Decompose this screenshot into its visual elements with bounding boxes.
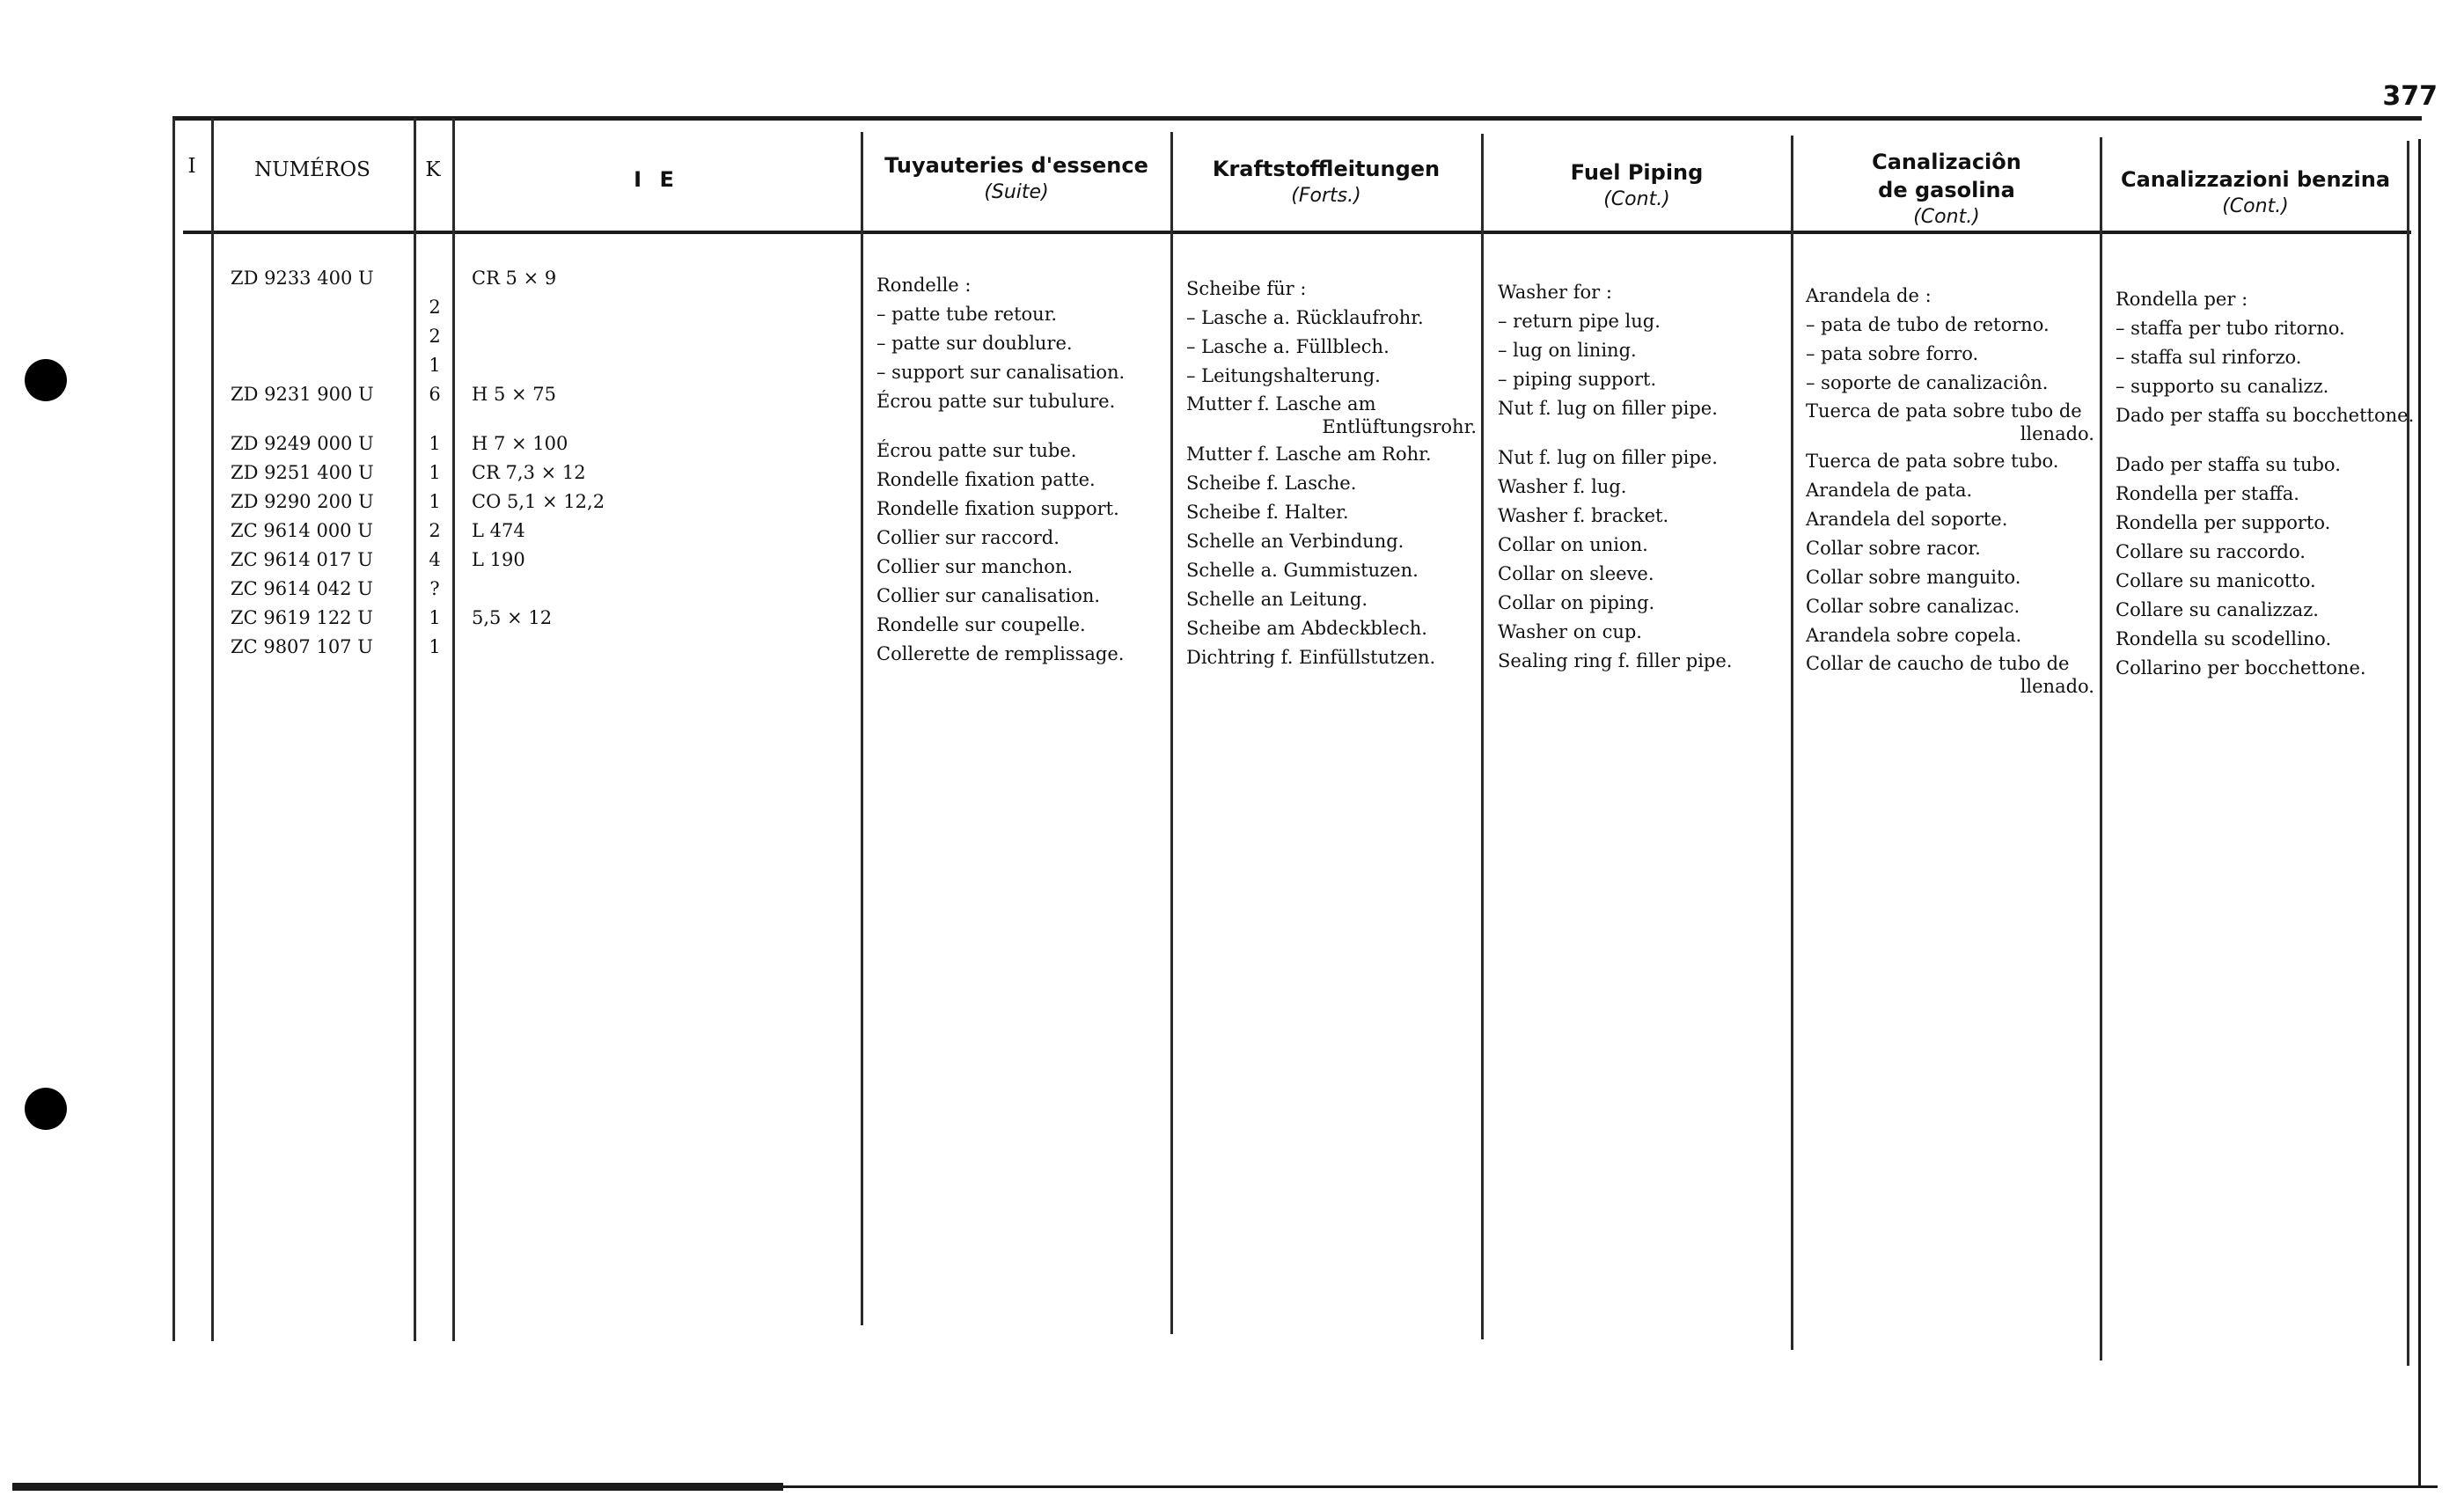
k_values-entry — [422, 634, 447, 659]
column-separator — [211, 118, 214, 1341]
k_values-entry — [422, 353, 447, 378]
en-entry — [1498, 649, 1786, 673]
header-french — [864, 151, 1169, 206]
k_values-entry — [422, 547, 447, 572]
column-separator — [861, 132, 863, 1325]
fr-entry — [876, 331, 1167, 356]
numeros-entry-text: ZC 9614 000 U — [231, 520, 373, 542]
es-entry-text: Collar sobre canalizac. — [1806, 596, 2020, 618]
ie_values-entry-text: 5,5 × 12 — [472, 607, 553, 629]
header-divider-rule — [183, 231, 2411, 234]
numeros-entry — [231, 605, 415, 630]
header-index: I — [187, 155, 196, 178]
header-english-subtitle: (Cont.) — [1603, 188, 1670, 210]
column-separator — [172, 118, 175, 1341]
es-entry-text: Tuerca de pata sobre tubo. — [1806, 451, 2059, 473]
it-entry — [2116, 598, 2406, 622]
es-entry — [1806, 449, 2094, 473]
k_values-entry-text: 1 — [429, 607, 441, 629]
en-entry — [1498, 309, 1786, 334]
fr-entry-text: – support sur canalisation. — [876, 362, 1126, 383]
en-entry — [1498, 561, 1786, 586]
page-number: 377 — [2382, 81, 2438, 112]
numeros-entry — [231, 547, 415, 572]
en-entry-text: Washer for : — [1498, 282, 1612, 303]
en-entry — [1498, 445, 1786, 470]
en-entry-text: – return pipe lug. — [1498, 311, 1661, 332]
it-entry — [2116, 539, 2406, 564]
de-entry-text: – Lasche a. Füllblech. — [1186, 336, 1390, 357]
de-entry — [1186, 558, 1477, 583]
fr-entry-text: Collier sur canalisation. — [876, 585, 1101, 607]
en-entry-text: – lug on lining. — [1498, 340, 1637, 361]
numeros-entry-text: ZD 9251 400 U — [231, 462, 374, 484]
en-entry-text: Washer on cup. — [1498, 621, 1642, 643]
es-entry — [1806, 341, 2094, 366]
it-entry-text: – staffa per tubo ritorno. — [2116, 318, 2345, 339]
it-entry-text: Rondella per : — [2116, 289, 2248, 310]
en-entry — [1498, 503, 1786, 528]
en-entry-text: Sealing ring f. filler pipe. — [1498, 650, 1733, 672]
ie_values-entry — [472, 266, 850, 290]
k_values-entry-text: 1 — [429, 636, 441, 658]
it-entry-text: Rondella su scodellino. — [2116, 628, 2332, 650]
numeros-entry-text: ZC 9619 122 U — [231, 607, 373, 629]
es-entry-text: Arandela de pata. — [1806, 480, 1973, 502]
k_values-entry — [422, 518, 447, 543]
it-entry — [2116, 568, 2406, 593]
fr-entry-text: Collerette de remplissage. — [876, 643, 1125, 665]
numeros-entry — [231, 382, 415, 407]
fr-entry — [876, 360, 1167, 385]
es-entry-continuation: llenado. — [2020, 676, 2094, 698]
fr-entry-text: Rondelle : — [876, 275, 972, 296]
k_values-entry — [422, 431, 447, 456]
fr-entry-text: Rondelle fixation patte. — [876, 469, 1096, 491]
fr-entry — [876, 389, 1167, 414]
header-quantity: K — [425, 158, 441, 181]
es-entry — [1806, 565, 2094, 590]
es-entry — [1806, 623, 2094, 648]
de-entry-text: Schelle a. Gummistuzen. — [1186, 560, 1419, 582]
it-entry-text: Dado per staffa su bocchettone. — [2116, 405, 2415, 426]
ie_values-entry — [472, 460, 850, 485]
numeros-entry-text: ZD 9290 200 U — [231, 491, 374, 513]
fr-entry-text: – patte sur doublure. — [876, 333, 1073, 354]
header-spanish-subtitle: (Cont.) — [1913, 206, 1980, 228]
header-italian — [2103, 165, 2408, 220]
de-entry — [1186, 334, 1477, 359]
numeros-entry-text: ZC 9807 107 U — [231, 636, 373, 658]
k_values-entry — [422, 605, 447, 630]
en-entry — [1498, 590, 1786, 615]
es-entry — [1806, 283, 2094, 308]
header-spanish — [1794, 148, 2099, 231]
es-entry-text: Collar sobre manguito. — [1806, 567, 2021, 589]
k_values-entry-text: 1 — [429, 491, 441, 513]
fr-entry — [876, 642, 1167, 666]
fr-entry — [876, 525, 1167, 550]
es-entry-text: Arandela sobre copela. — [1806, 625, 2022, 647]
column-separator — [2407, 141, 2409, 1366]
header-french-title: Tuyauteries d'essence — [884, 153, 1148, 178]
de-entry-text: Scheibe f. Halter. — [1186, 502, 1349, 524]
it-entry-text: Rondella per supporto. — [2116, 512, 2331, 534]
bottom-rule-thin — [783, 1485, 2438, 1488]
numeros-entry — [231, 266, 415, 290]
fr-entry-text: Écrou patte sur tube. — [876, 440, 1077, 462]
numeros-entry-text: ZD 9231 900 U — [231, 384, 374, 405]
ie_values-entry — [472, 518, 850, 543]
numeros-entry — [231, 460, 415, 485]
it-entry — [2116, 510, 2406, 535]
fr-entry-text: Collier sur manchon. — [876, 556, 1074, 578]
es-entry-text: – soporte de canalizaciôn. — [1806, 372, 2049, 393]
en-entry — [1498, 532, 1786, 557]
k_values-entry-text: 1 — [429, 462, 441, 484]
ie_values-entry-text: CR 7,3 × 12 — [472, 462, 586, 484]
it-entry — [2116, 656, 2406, 680]
table-top-rule — [172, 116, 2422, 121]
numeros-entry — [231, 489, 415, 514]
it-entry — [2116, 287, 2406, 312]
ie_values-entry-text: L 190 — [472, 549, 525, 571]
de-entry — [1186, 363, 1477, 388]
ie_values-entry-text: H 5 × 75 — [472, 384, 557, 405]
ie_values-entry — [472, 489, 850, 514]
it-entry — [2116, 627, 2406, 651]
en-entry-text: Collar on union. — [1498, 534, 1648, 556]
de-entry-text: Scheibe f. Lasche. — [1186, 473, 1357, 495]
de-entry-text: – Lasche a. Rücklaufrohr. — [1186, 307, 1424, 328]
it-entry-text: – staffa sul rinforzo. — [2116, 347, 2302, 368]
fr-entry-text: Rondelle sur coupelle. — [876, 614, 1086, 636]
column-separator — [2100, 137, 2102, 1360]
k_values-entry-text: 4 — [429, 549, 441, 571]
es-entry-text: Collar de caucho de tubo de — [1806, 653, 2070, 675]
k_values-entry — [422, 295, 447, 319]
k_values-entry — [422, 382, 447, 407]
it-entry — [2116, 481, 2406, 506]
es-entry-text: – pata de tubo de retorno. — [1806, 314, 2050, 335]
it-entry — [2116, 316, 2406, 341]
binder-hole-top — [25, 359, 67, 401]
en-entry-text: Collar on sleeve. — [1498, 563, 1654, 585]
fr-entry-text: Collier sur raccord. — [876, 527, 1060, 549]
numeros-entry-text: ZC 9614 017 U — [231, 549, 373, 571]
ie_values-entry — [472, 431, 850, 456]
fr-entry — [876, 612, 1167, 637]
en-entry-text: Nut f. lug on filler pipe. — [1498, 447, 1718, 469]
en-entry — [1498, 280, 1786, 304]
de-entry — [1186, 529, 1477, 554]
de-entry-text: Schelle an Leitung. — [1186, 589, 1368, 611]
it-entry-text: Collarino per bocchettone. — [2116, 657, 2366, 679]
de-entry-text: Mutter f. Lasche am — [1186, 393, 1376, 414]
k_values-entry-text: 2 — [429, 326, 441, 347]
en-entry — [1498, 474, 1786, 499]
fr-entry — [876, 467, 1167, 492]
header-german-title: Kraftstoffleitungen — [1212, 157, 1441, 181]
de-entry-continuation: Entlüftungsrohr. — [1322, 416, 1477, 437]
de-entry — [1186, 500, 1477, 524]
de-entry — [1186, 616, 1477, 641]
de-entry-text: Scheibe für : — [1186, 278, 1307, 299]
ie_values-entry-text: H 7 × 100 — [472, 433, 568, 455]
header-german — [1174, 155, 1478, 209]
de-entry — [1186, 276, 1477, 301]
es-entry-text: Arandela de : — [1806, 285, 1932, 306]
fr-entry — [876, 302, 1167, 326]
it-entry-text: Collare su raccordo. — [2116, 541, 2306, 563]
fr-entry — [876, 438, 1167, 463]
bottom-rule-thick — [12, 1483, 783, 1491]
fr-entry — [876, 273, 1167, 297]
en-entry-text: – piping support. — [1498, 369, 1657, 390]
en-entry — [1498, 338, 1786, 363]
k_values-entry-text: 1 — [429, 433, 441, 455]
en-entry — [1498, 396, 1786, 421]
header-italian-subtitle: (Cont.) — [2222, 195, 2289, 217]
en-entry — [1498, 620, 1786, 644]
fr-entry — [876, 496, 1167, 521]
de-entry — [1186, 392, 1477, 438]
header-german-subtitle: (Forts.) — [1291, 185, 1361, 207]
numeros-entry-text: ZD 9233 400 U — [231, 268, 374, 289]
fr-entry-text: Rondelle fixation support. — [876, 498, 1119, 520]
es-entry — [1806, 507, 2094, 532]
es-entry — [1806, 652, 2094, 698]
es-entry — [1806, 312, 2094, 337]
de-entry-text: Scheibe am Abdeckblech. — [1186, 618, 1427, 640]
es-entry — [1806, 400, 2094, 445]
k_values-entry — [422, 489, 447, 514]
fr-entry — [876, 554, 1167, 579]
es-entry-text: Tuerca de pata sobre tubo de — [1806, 400, 2082, 422]
de-entry-text: – Leitungshalterung. — [1186, 365, 1381, 386]
k_values-entry — [422, 324, 447, 348]
header-english-title: Fuel Piping — [1570, 160, 1704, 185]
it-entry — [2116, 403, 2415, 428]
header-french-subtitle: (Suite) — [984, 181, 1049, 203]
ie_values-entry — [472, 605, 850, 630]
numeros-entry — [231, 576, 415, 601]
es-entry — [1806, 594, 2094, 619]
de-entry-text: Schelle an Verbindung. — [1186, 531, 1404, 553]
it-entry-text: Collare su canalizzaz. — [2116, 599, 2319, 621]
de-entry — [1186, 587, 1477, 612]
en-entry-text: Nut f. lug on filler pipe. — [1498, 398, 1718, 419]
right-edge-rule — [2418, 139, 2421, 1485]
k_values-entry-text: 2 — [429, 520, 441, 542]
es-entry-continuation: llenado. — [2020, 423, 2094, 444]
de-entry — [1186, 442, 1477, 466]
en-entry-text: Washer f. lug. — [1498, 476, 1627, 498]
es-entry — [1806, 536, 2094, 561]
it-entry-text: Dado per staffa su tubo. — [2116, 454, 2341, 476]
header-ie: I E — [634, 167, 679, 192]
binder-hole-bottom — [25, 1088, 67, 1130]
ie_values-entry-text: L 474 — [472, 520, 525, 542]
it-entry — [2116, 345, 2406, 370]
k_values-entry-text: 1 — [429, 355, 441, 376]
it-entry — [2116, 374, 2406, 399]
numeros-entry-text: ZC 9614 042 U — [231, 578, 373, 600]
column-separator — [1791, 136, 1793, 1350]
column-separator — [1481, 134, 1484, 1339]
fr-entry-text: Écrou patte sur tubulure. — [876, 391, 1116, 412]
ie_values-entry — [472, 547, 850, 572]
k_values-entry — [422, 460, 447, 485]
ie_values-entry — [472, 382, 850, 407]
ie_values-entry-text: CR 5 × 9 — [472, 268, 557, 289]
column-separator — [1170, 132, 1173, 1334]
es-entry — [1806, 370, 2094, 395]
it-entry — [2116, 452, 2406, 477]
fr-entry — [876, 583, 1167, 608]
es-entry — [1806, 478, 2094, 502]
numeros-entry — [231, 431, 415, 456]
de-entry — [1186, 471, 1477, 495]
header-spanish-title-2: de gasolina — [1878, 178, 2015, 202]
es-entry-text: Collar sobre racor. — [1806, 538, 1981, 560]
es-entry-text: – pata sobre forro. — [1806, 343, 1979, 364]
en-entry-text: Collar on piping. — [1498, 592, 1655, 614]
k_values-entry-text: 2 — [429, 297, 441, 318]
de-entry — [1186, 305, 1477, 330]
es-entry-text: Arandela del soporte. — [1806, 509, 2008, 531]
header-italian-title: Canalizzazioni benzina — [2120, 167, 2391, 192]
it-entry-text: Rondella per staffa. — [2116, 483, 2299, 505]
it-entry-text: – supporto su canalizz. — [2116, 376, 2329, 397]
numeros-entry-text: ZD 9249 000 U — [231, 433, 374, 455]
k_values-entry — [422, 576, 447, 601]
header-english — [1485, 158, 1789, 213]
en-entry — [1498, 367, 1786, 392]
en-entry-text: Washer f. bracket. — [1498, 505, 1669, 527]
numeros-entry — [231, 634, 415, 659]
column-separator — [452, 118, 455, 1341]
header-part-numbers: NUMÉROS — [254, 158, 370, 181]
fr-entry-text: – patte tube retour. — [876, 304, 1058, 325]
k_values-entry-text: 6 — [429, 384, 441, 405]
de-entry-text: Mutter f. Lasche am Rohr. — [1186, 444, 1432, 466]
k_values-entry-text: ? — [429, 578, 440, 600]
it-entry-text: Collare su manicotto. — [2116, 570, 2316, 592]
de-entry — [1186, 645, 1477, 670]
de-entry-text: Dichtring f. Einfüllstutzen. — [1186, 647, 1436, 669]
header-spanish-title-1: Canalizaciôn — [1872, 150, 2021, 174]
numeros-entry — [231, 518, 415, 543]
ie_values-entry-text: CO 5,1 × 12,2 — [472, 491, 605, 513]
column-separator — [414, 118, 416, 1341]
